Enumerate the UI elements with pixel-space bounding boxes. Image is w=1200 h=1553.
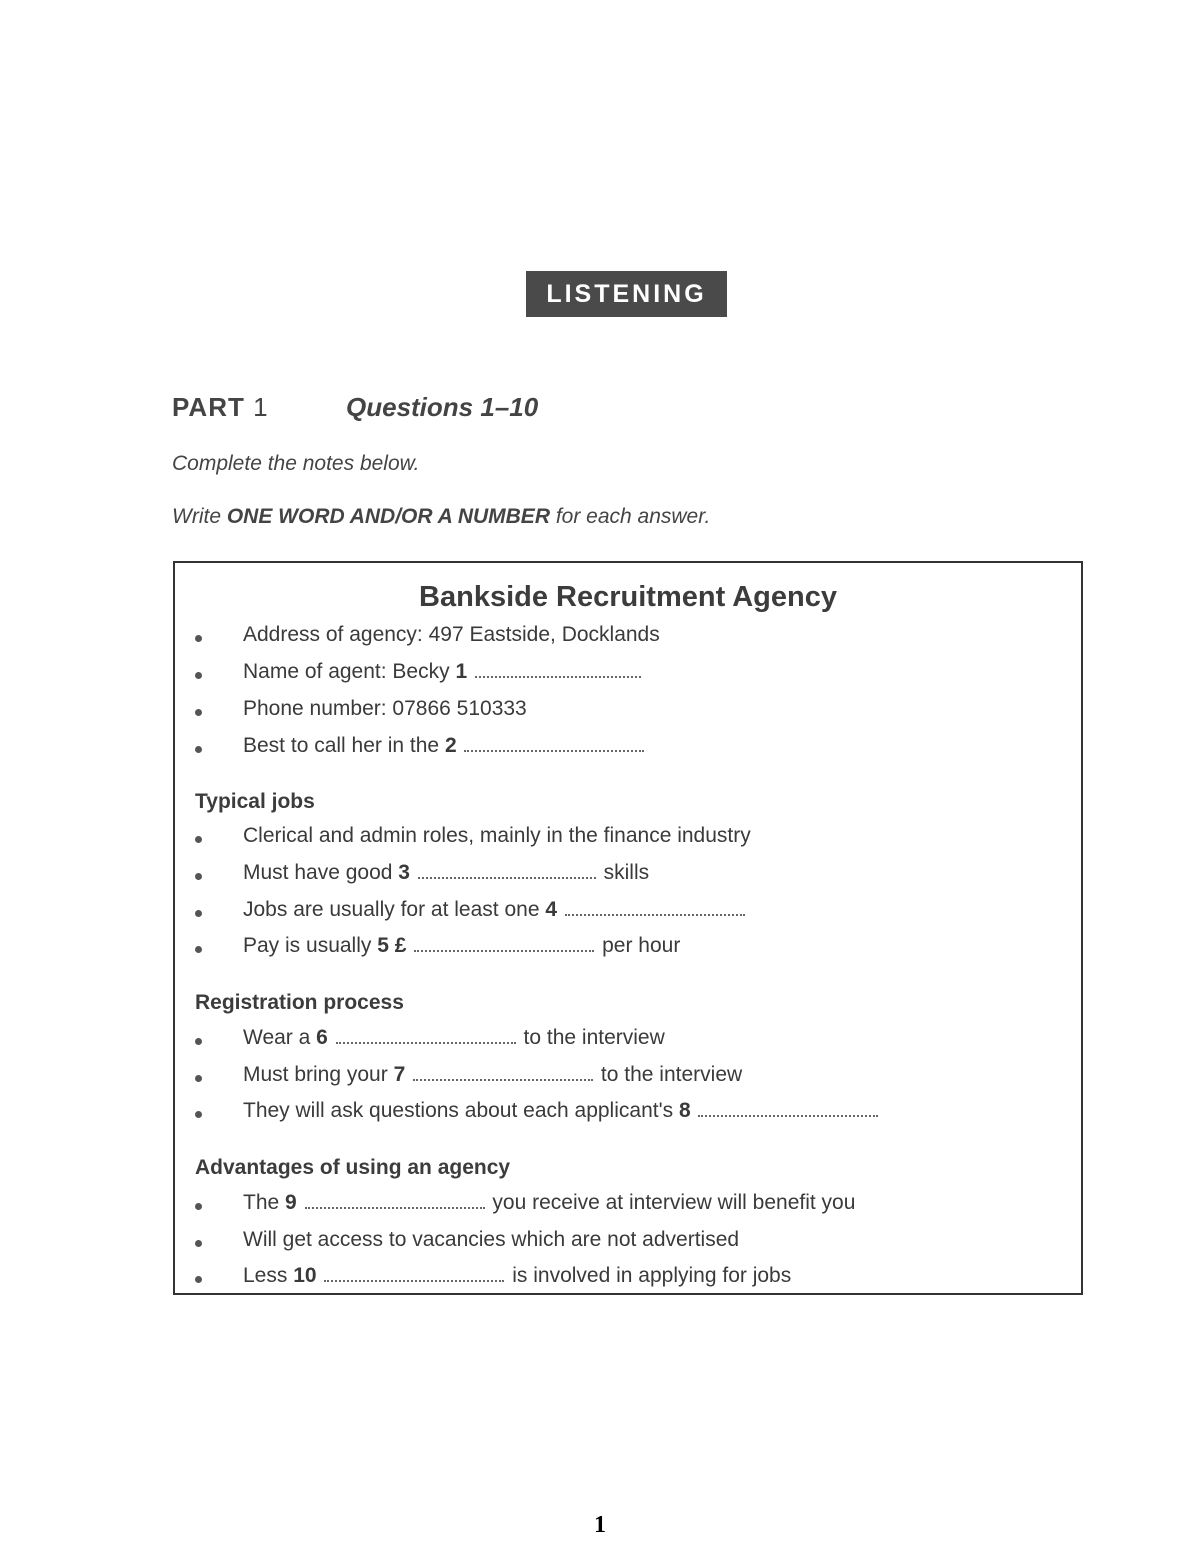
note-agent-name: Name of agent: Becky 1 (243, 660, 643, 684)
bullet (195, 709, 202, 716)
part-questions-range: Questions 1–10 (346, 392, 539, 422)
answer-gap-2[interactable] (464, 736, 644, 752)
bullet (195, 1276, 202, 1283)
answer-gap-6[interactable] (336, 1028, 516, 1044)
answer-gap-9[interactable] (305, 1193, 485, 1209)
answer-gap-10[interactable] (324, 1266, 504, 1282)
answer-gap-5[interactable] (414, 936, 594, 952)
bullet (195, 1240, 202, 1247)
note-phone-number: Phone number: 07866 510333 (243, 697, 527, 720)
heading-registration-process: Registration process (195, 991, 404, 1014)
answer-gap-8[interactable] (698, 1101, 878, 1117)
notes-box (173, 561, 1083, 1295)
bullet (195, 635, 202, 642)
answer-gap-7[interactable] (413, 1065, 593, 1081)
bullet (195, 946, 202, 953)
note-best-time: Best to call her in the 2 (243, 734, 646, 758)
note-job-roles: Clerical and admin roles, mainly in the finance industry (243, 824, 751, 847)
bullet (195, 1203, 202, 1210)
bullet (195, 1075, 202, 1082)
notes-title: Bankside Recruitment Agency (419, 581, 837, 613)
section-tag-listening: LISTENING (526, 271, 727, 317)
bullet (195, 1038, 202, 1045)
instruction-answer-format: Write ONE WORD AND/OR A NUMBER for each answer. (172, 505, 711, 528)
note-vacancies: Will get access to vacancies which are not advertised (243, 1228, 740, 1251)
page-number: 1 (594, 1512, 606, 1538)
answer-gap-4[interactable] (565, 900, 745, 916)
note-job-duration: Jobs are usually for at least one 4 (243, 898, 747, 922)
note-skills: Must have good 3 skills (243, 861, 650, 884)
note-interview-benefit: The 9 you receive at interview will benefit you (243, 1191, 856, 1214)
note-applicant-questions: They will ask questions about each applicant's 8 (243, 1099, 880, 1123)
part-label: PART 1 (172, 392, 269, 422)
heading-typical-jobs: Typical jobs (195, 790, 315, 813)
note-applying: Less 10 is involved in applying for jobs (243, 1264, 792, 1287)
bullet (195, 836, 202, 843)
bullet (195, 873, 202, 880)
note-pay: Pay is usually 5 £ per hour (243, 934, 681, 957)
note-address: Address of agency: 497 Eastside, Docklands (243, 623, 660, 646)
bullet (195, 1111, 202, 1118)
note-bring: Must bring your 7 to the interview (243, 1063, 743, 1086)
bullet (195, 910, 202, 917)
bullet (195, 746, 202, 753)
note-wear: Wear a 6 to the interview (243, 1026, 665, 1049)
instruction-complete-notes: Complete the notes below. (172, 452, 420, 475)
answer-gap-1[interactable] (475, 662, 641, 678)
heading-advantages: Advantages of using an agency (195, 1156, 511, 1179)
bullet (195, 672, 202, 679)
answer-gap-3[interactable] (418, 863, 596, 879)
